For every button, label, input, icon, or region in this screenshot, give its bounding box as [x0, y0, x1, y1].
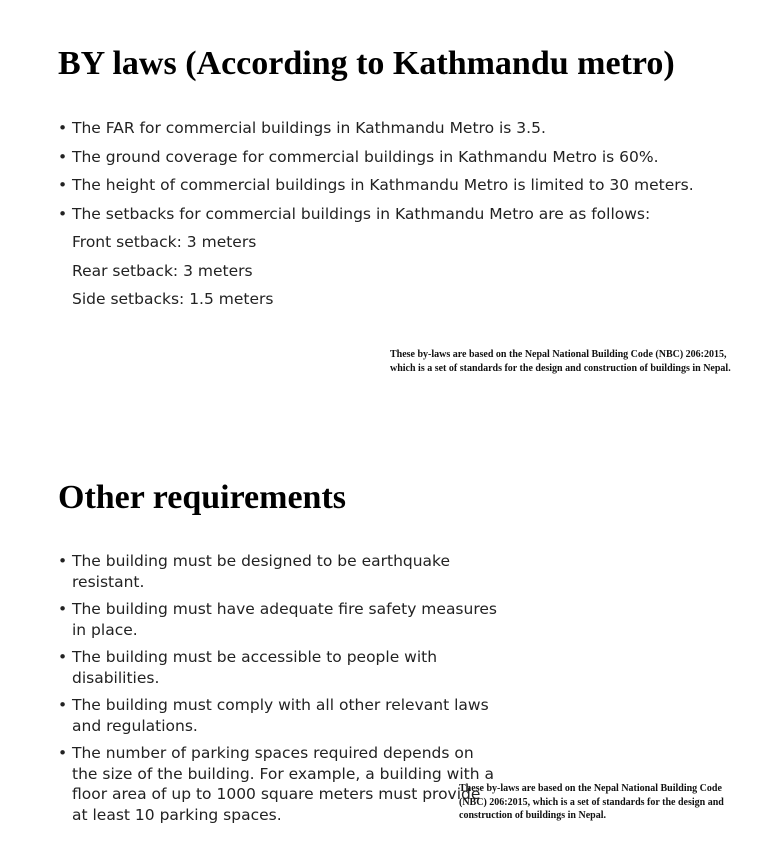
bullet-item-parking: • The number of parking spaces required depends on the size of the building. For example, a building with a floor area of up to 1000 square meters must provide at least 10 parking spaces.: [58, 743, 498, 825]
setback-item-rear: Rear setback: 3 meters: [72, 261, 253, 280]
setback-item-side: Side setbacks: 1.5 meters: [72, 290, 274, 308]
slide-other-requirements: [0, 432, 768, 866]
bullet-item-setbacks: • The setbacks for commercial buildings in Kathmandu Metro are as follows:: [58, 204, 694, 233]
bullet-item-height: • The height of commercial buildings in Kathmandu Metro is limited to 30 meters.: [58, 175, 694, 204]
slide-title: BY laws (According to Kathmandu metro): [58, 45, 675, 82]
bullet-item-accessibility: • The building must be accessible to people with disabilities.: [58, 647, 498, 688]
bullet-item-ground-coverage: • The ground coverage for commercial buildings in Kathmandu Metro is 60%.: [58, 147, 694, 176]
bullet-item-fire-safety: • The building must have adequate fire safety measures in place.: [58, 599, 498, 640]
bullet-list: [58, 551, 498, 832]
bullet-item-far: • The FAR for commercial buildings in Kathmandu Metro is 3.5.: [58, 118, 694, 147]
source-note: These by-laws are based on the Nepal National Building Code (NBC) 206:2015, which is a set of standards for the design and construction of buildings in Nepal.: [459, 783, 724, 821]
bullet-list: [58, 118, 694, 318]
slide-bylaws: [0, 0, 768, 430]
setback-item-front: Front setback: 3 meters: [72, 233, 257, 251]
slide-title: Other requirements: [58, 479, 347, 516]
source-note: These by-laws are based on the Nepal National Building Code (NBC) 206:2015, which is a set of standards for the design and construction of buildings in Nepal.: [390, 349, 731, 374]
bullet-item-earthquake: • The building must be designed to be earthquake resistant.: [58, 551, 498, 592]
bullet-item-compliance: • The building must comply with all other relevant laws and regulations.: [58, 695, 498, 736]
